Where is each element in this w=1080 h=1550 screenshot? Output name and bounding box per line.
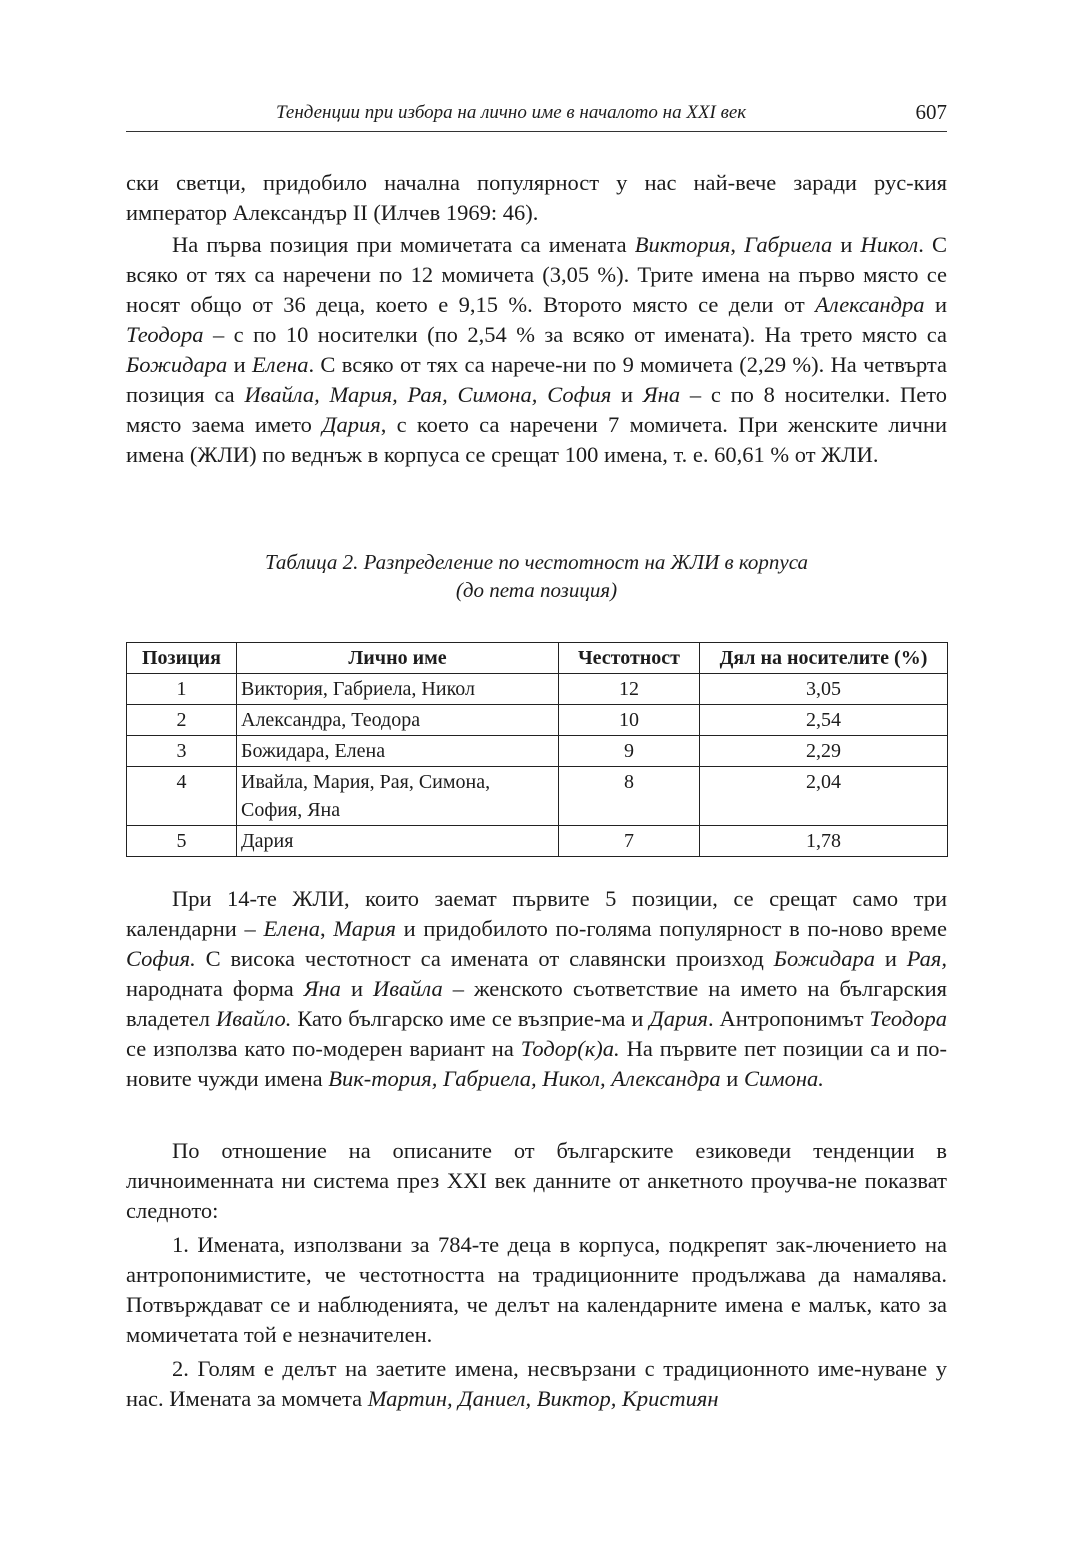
cell-share: 2,29 xyxy=(700,736,948,767)
cell-frequency: 12 xyxy=(559,674,700,705)
text-run: На първа позиция при момичетата са имената xyxy=(172,232,635,257)
cell-name: Божидара, Елена xyxy=(237,736,559,767)
text-run: и xyxy=(340,976,374,1001)
text-run: . С всяко от тях са наречени по 12 момичета (3,05 %). Трите имена на първо място се носят общо от 36 деца, което е 9,15 %. Второто място се дели от xyxy=(126,232,947,317)
text-run: С висока честотност са имената от славянски произход xyxy=(195,946,774,971)
text-run: – женското съответствие на името на българския владетел xyxy=(126,976,947,1031)
text-run: и придобилото по-голяма популярност в по-ново време xyxy=(395,916,947,941)
text-run: Като българско име се възприе-ма и xyxy=(291,1006,650,1031)
table-row xyxy=(127,705,948,736)
italic-text-run: Тодор(к)а. xyxy=(520,1036,620,1061)
text-run: 2. Голям е делът на заетите имена, несвързани с традиционното име-нуване у нас. Имената за момчета xyxy=(126,1356,947,1411)
italic-text-run: Вик-тория, Габриела, Никол, Александра xyxy=(328,1066,721,1091)
italic-text-run: Елена xyxy=(251,352,309,377)
text-run: – с по 8 носителки. Пето място заема името xyxy=(126,382,947,437)
italic-text-run: Яна xyxy=(642,382,681,407)
cell-position: 4 xyxy=(127,767,237,826)
italic-text-run: Никол xyxy=(860,232,919,257)
page-number: 607 xyxy=(915,100,947,124)
text-run: народната форма xyxy=(126,976,304,1001)
paragraph-3 xyxy=(126,884,947,1094)
table-caption-line-2: (до пета позиция) xyxy=(455,578,618,602)
italic-text-run: Александра xyxy=(815,292,925,317)
cell-frequency: 9 xyxy=(559,736,700,767)
cell-frequency: 8 xyxy=(559,767,700,826)
header-position: Позиция xyxy=(127,643,237,674)
italic-text-run: Теодора xyxy=(126,322,204,347)
text-run: , с което са наречени 7 момичета. При женските лични имена (ЖЛИ) по веднъж в корпуса се срещат 100 имена, т. е. 60,61 % от ЖЛИ. xyxy=(126,412,947,467)
header-share: Дял на носителите (%) xyxy=(700,643,948,674)
italic-text-run: Мартин, Даниел, Виктор, Кристиян xyxy=(367,1386,719,1411)
italic-text-run: Габриела xyxy=(744,232,833,257)
italic-text-run: Ивайла, Мария, Рая, Симона, София xyxy=(244,382,612,407)
italic-text-run: Виктория xyxy=(634,232,731,257)
cell-name: Александра, Теодора xyxy=(237,705,559,736)
paragraph-1 xyxy=(126,168,947,228)
cell-position: 2 xyxy=(127,705,237,736)
italic-text-run: София. xyxy=(126,946,196,971)
italic-text-run: Теодора xyxy=(869,1006,947,1031)
text-run: и xyxy=(720,1066,744,1091)
cell-share: 2,54 xyxy=(700,705,948,736)
table-row xyxy=(127,767,948,826)
text-run: . С всяко от тях са нарече-ни по 9 момичета (2,29 %). На четвърта позиция са xyxy=(126,352,947,407)
italic-text-run: Симона. xyxy=(743,1066,824,1091)
italic-text-run: Рая, xyxy=(906,946,947,971)
running-title: Тенденции при избора на лично име в началото на XXI век xyxy=(276,102,747,123)
cell-frequency: 7 xyxy=(559,826,700,857)
italic-text-run: Ивайла xyxy=(373,976,443,1001)
text-run: . Антропонимът xyxy=(707,1006,870,1031)
cell-frequency: 10 xyxy=(559,705,700,736)
cell-position: 3 xyxy=(127,736,237,767)
text-run: По отношение на описаните от българските езиковеди тенденции в личноименната ни система през XXI век данните от анкетното проучва-не показват следното: xyxy=(126,1138,947,1223)
cell-share: 2,04 xyxy=(700,767,948,826)
table-row xyxy=(127,736,948,767)
text-run: 1. Имената, използвани за 784-те деца в корпуса, подкрепят зак-лючението на антропонимистите, че честотността на традиционните продължава да намалява. Потвърждават се и наблюденията, че делът на календарните имена е малък, като за момичетата той е незначителен. xyxy=(126,1232,947,1347)
cell-name: Виктория, Габриела, Никол xyxy=(237,674,559,705)
italic-text-run: Дария xyxy=(649,1006,708,1031)
text-run: На първите пет позиции са и по-новите чужди имена xyxy=(126,1036,948,1091)
table-caption xyxy=(126,548,947,604)
running-header xyxy=(126,102,947,132)
italic-text-run: Мария xyxy=(333,916,396,941)
header-frequency: Честотност xyxy=(559,643,700,674)
text-run: , xyxy=(319,916,334,941)
text-run: и xyxy=(832,232,861,257)
cell-name: Дария xyxy=(237,826,559,857)
cell-name: Ивайла, Мария, Рая, Симона, София, Яна xyxy=(237,767,559,826)
text-run: и xyxy=(924,292,947,317)
text-run: – с по 10 носителки (по 2,54 % за всяко от имената). На трето място са xyxy=(203,322,947,347)
italic-text-run: Ивайло. xyxy=(216,1006,292,1031)
italic-text-run: Божидара xyxy=(773,946,875,971)
italic-text-run: Дария xyxy=(322,412,381,437)
frequency-table xyxy=(126,642,948,857)
table-row xyxy=(127,826,948,857)
text-run: При 14-те ЖЛИ, които заемат първите 5 позиции, се срещат само три календарни – xyxy=(126,886,947,941)
header-name: Лично име xyxy=(237,643,559,674)
paragraph-4 xyxy=(126,1136,947,1226)
text-run: и xyxy=(874,946,907,971)
text-run: ски светци, придобило начална популярност у нас най-вече заради рус-кия император Александър II (Илчев 1969: 46). xyxy=(126,170,947,225)
paragraph-6 xyxy=(126,1354,947,1414)
italic-text-run: Елена xyxy=(263,916,320,941)
cell-position: 5 xyxy=(127,826,237,857)
table-header-row xyxy=(127,643,948,674)
text-run: и xyxy=(227,352,252,377)
italic-text-run: Яна xyxy=(303,976,341,1001)
text-run: се използва като по-модерен вариант на xyxy=(126,1036,521,1061)
italic-text-run: Божидара xyxy=(126,352,228,377)
cell-share: 1,78 xyxy=(700,826,948,857)
table-caption-line-1: Таблица 2. Разпределение по честотност на ЖЛИ в корпуса xyxy=(265,550,808,574)
text-run: , xyxy=(730,232,745,257)
paragraph-2 xyxy=(126,230,947,470)
table-row xyxy=(127,674,948,705)
paragraph-5 xyxy=(126,1230,947,1350)
cell-share: 3,05 xyxy=(700,674,948,705)
cell-position: 1 xyxy=(127,674,237,705)
text-run: и xyxy=(611,382,643,407)
